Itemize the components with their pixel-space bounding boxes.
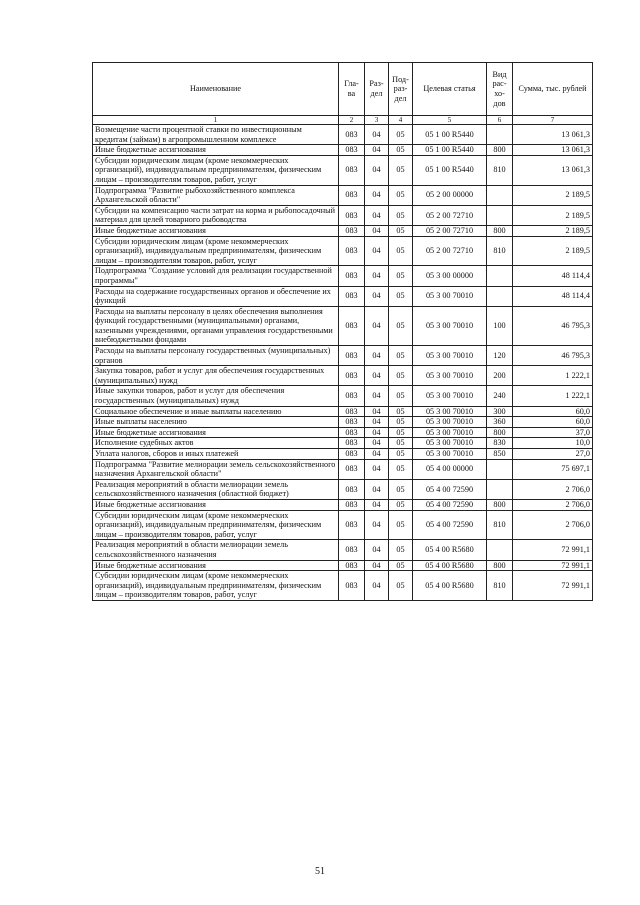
row-glava: 083: [339, 266, 365, 286]
row-razdel: 04: [365, 266, 389, 286]
row-vid: [487, 266, 513, 286]
table-row: [93, 560, 593, 571]
column-number: 2: [339, 116, 365, 125]
row-sum: 2 706,0: [513, 510, 593, 540]
table-header-row: [93, 63, 593, 116]
row-target: 05 3 00 70010: [413, 406, 487, 417]
column-number: 6: [487, 116, 513, 125]
row-podrazdel: 05: [389, 306, 413, 345]
row-podrazdel: 05: [389, 427, 413, 438]
header-target: Целевая статья: [413, 63, 487, 116]
row-podrazdel: 05: [389, 540, 413, 560]
row-sum: 2 189,5: [513, 205, 593, 225]
budget-table: [92, 62, 593, 601]
row-glava: 083: [339, 286, 365, 306]
row-podrazdel: 05: [389, 417, 413, 428]
row-podrazdel: 05: [389, 155, 413, 185]
row-target: 05 3 00 70010: [413, 366, 487, 386]
row-podrazdel: 05: [389, 185, 413, 205]
row-vid: 120: [487, 346, 513, 366]
row-target: 05 3 00 70010: [413, 427, 487, 438]
row-name: Иные бюджетные ассигнования: [93, 225, 339, 236]
row-name: Расходы на выплаты персоналу в целях обеспечения выполнения функций государственными (муниципальными) органами, казенными учреждениями, органами управления государственными внебюджетными фондами: [93, 306, 339, 345]
row-vid: 810: [487, 510, 513, 540]
row-razdel: 04: [365, 510, 389, 540]
row-podrazdel: 05: [389, 366, 413, 386]
row-sum: 72 991,1: [513, 540, 593, 560]
row-razdel: 04: [365, 306, 389, 345]
row-target: 05 1 00 R5440: [413, 145, 487, 156]
row-vid: [487, 125, 513, 145]
row-sum: 2 706,0: [513, 499, 593, 510]
table-row: [93, 236, 593, 266]
row-sum: 48 114,4: [513, 266, 593, 286]
row-sum: 2 189,5: [513, 185, 593, 205]
row-glava: 083: [339, 185, 365, 205]
row-razdel: 04: [365, 438, 389, 449]
row-name: Расходы на содержание государственных органов и обеспечение их функций: [93, 286, 339, 306]
row-vid: [487, 459, 513, 479]
row-razdel: 04: [365, 540, 389, 560]
header-razdel: Раз-дел: [365, 63, 389, 116]
row-sum: 75 697,1: [513, 459, 593, 479]
page-number: 51: [315, 866, 325, 877]
table-row: [93, 205, 593, 225]
table-row: [93, 449, 593, 460]
row-vid: [487, 185, 513, 205]
row-glava: 083: [339, 459, 365, 479]
row-target: 05 2 00 00000: [413, 185, 487, 205]
row-vid: 200: [487, 366, 513, 386]
row-razdel: 04: [365, 205, 389, 225]
row-sum: 60,0: [513, 406, 593, 417]
column-number-row: [93, 116, 593, 125]
row-podrazdel: 05: [389, 125, 413, 145]
table-body: [93, 125, 593, 601]
row-target: 05 3 00 70010: [413, 286, 487, 306]
row-sum: 10,0: [513, 438, 593, 449]
row-vid: 810: [487, 236, 513, 266]
table-row: [93, 427, 593, 438]
row-razdel: 04: [365, 449, 389, 460]
row-target: 05 2 00 72710: [413, 236, 487, 266]
row-glava: 083: [339, 540, 365, 560]
row-podrazdel: 05: [389, 438, 413, 449]
row-podrazdel: 05: [389, 266, 413, 286]
table-row: [93, 510, 593, 540]
row-glava: 083: [339, 438, 365, 449]
column-number: 4: [389, 116, 413, 125]
row-glava: 083: [339, 560, 365, 571]
row-glava: 083: [339, 236, 365, 266]
row-target: 05 3 00 00000: [413, 266, 487, 286]
table-row: [93, 346, 593, 366]
row-podrazdel: 05: [389, 459, 413, 479]
row-sum: 2 189,5: [513, 225, 593, 236]
row-vid: [487, 479, 513, 499]
row-razdel: 04: [365, 145, 389, 156]
row-podrazdel: 05: [389, 236, 413, 266]
row-glava: 083: [339, 479, 365, 499]
row-razdel: 04: [365, 155, 389, 185]
row-target: 05 1 00 R5440: [413, 125, 487, 145]
row-vid: [487, 286, 513, 306]
row-name: Субсидии юридическим лицам (кроме некоммерческих организаций), индивидуальным предпринимателям, физическим лицам – производителям товаров, работ, услуг: [93, 571, 339, 601]
row-glava: 083: [339, 510, 365, 540]
row-glava: 083: [339, 417, 365, 428]
row-sum: 2 706,0: [513, 479, 593, 499]
table-row: [93, 406, 593, 417]
row-target: 05 3 00 70010: [413, 438, 487, 449]
header-podrazdel: Под-раз-дел: [389, 63, 413, 116]
row-razdel: 04: [365, 185, 389, 205]
row-razdel: 04: [365, 571, 389, 601]
row-glava: 083: [339, 427, 365, 438]
row-target: 05 4 00 00000: [413, 459, 487, 479]
row-target: 05 3 00 70010: [413, 449, 487, 460]
row-name: Подпрограмма "Создание условий для реализации государственной программы": [93, 266, 339, 286]
row-glava: 083: [339, 346, 365, 366]
row-name: Уплата налогов, сборов и иных платежей: [93, 449, 339, 460]
row-name: Субсидии юридическим лицам (кроме некоммерческих организаций), индивидуальным предпринимателям, физическим лицам – производителям товаров, работ, услуг: [93, 155, 339, 185]
row-glava: 083: [339, 145, 365, 156]
row-vid: 800: [487, 427, 513, 438]
row-glava: 083: [339, 406, 365, 417]
row-name: Иные бюджетные ассигнования: [93, 499, 339, 510]
row-name: Иные бюджетные ассигнования: [93, 145, 339, 156]
row-vid: 240: [487, 386, 513, 406]
table-row: [93, 185, 593, 205]
table-row: [93, 438, 593, 449]
row-sum: 1 222,1: [513, 386, 593, 406]
row-sum: 13 061,3: [513, 145, 593, 156]
row-sum: 72 991,1: [513, 571, 593, 601]
table-row: [93, 386, 593, 406]
table-row: [93, 417, 593, 428]
row-glava: 083: [339, 386, 365, 406]
column-number: 1: [93, 116, 339, 125]
header-sum: Сумма, тыс. рублей: [513, 63, 593, 116]
row-name: Субсидии на компенсацию части затрат на корма и рыбопосадочный материал для целей товарного рыбоводства: [93, 205, 339, 225]
row-target: 05 3 00 70010: [413, 417, 487, 428]
row-podrazdel: 05: [389, 560, 413, 571]
table-row: [93, 571, 593, 601]
header-glava: Гла-ва: [339, 63, 365, 116]
row-glava: 083: [339, 125, 365, 145]
row-razdel: 04: [365, 560, 389, 571]
row-name: Возмещение части процентной ставки по инвестиционным кредитам (займам) в агропромышленном комплексе: [93, 125, 339, 145]
row-podrazdel: 05: [389, 346, 413, 366]
row-sum: 72 991,1: [513, 560, 593, 571]
row-sum: 1 222,1: [513, 366, 593, 386]
row-sum: 60,0: [513, 417, 593, 428]
row-target: 05 4 00 72590: [413, 510, 487, 540]
row-sum: 13 061,3: [513, 155, 593, 185]
row-vid: 850: [487, 449, 513, 460]
row-vid: 300: [487, 406, 513, 417]
row-glava: 083: [339, 205, 365, 225]
row-sum: 46 795,3: [513, 306, 593, 345]
row-razdel: 04: [365, 125, 389, 145]
row-vid: 800: [487, 560, 513, 571]
column-number: 5: [413, 116, 487, 125]
table-row: [93, 145, 593, 156]
row-podrazdel: 05: [389, 205, 413, 225]
row-razdel: 04: [365, 366, 389, 386]
row-glava: 083: [339, 155, 365, 185]
row-name: Расходы на выплаты персоналу государственных (муниципальных) органов: [93, 346, 339, 366]
row-vid: [487, 205, 513, 225]
table-row: [93, 225, 593, 236]
header-name: Наименование: [93, 63, 339, 116]
row-name: Реализация мероприятий в области мелиорации земель сельскохозяйственного назначения (областной бюджет): [93, 479, 339, 499]
row-razdel: 04: [365, 286, 389, 306]
row-glava: 083: [339, 499, 365, 510]
row-podrazdel: 05: [389, 479, 413, 499]
row-vid: 800: [487, 499, 513, 510]
table-row: [93, 125, 593, 145]
row-glava: 083: [339, 571, 365, 601]
row-sum: 37,0: [513, 427, 593, 438]
row-target: 05 4 00 R5680: [413, 571, 487, 601]
row-target: 05 3 00 70010: [413, 386, 487, 406]
row-glava: 083: [339, 449, 365, 460]
row-razdel: 04: [365, 499, 389, 510]
row-name: Подпрограмма "Развитие мелиорации земель сельскохозяйственного назначения Архангельской области": [93, 459, 339, 479]
row-vid: 800: [487, 145, 513, 156]
row-name: Субсидии юридическим лицам (кроме некоммерческих организаций), индивидуальным предпринимателям, физическим лицам – производителям товаров, работ, услуг: [93, 510, 339, 540]
row-razdel: 04: [365, 417, 389, 428]
row-razdel: 04: [365, 459, 389, 479]
row-vid: 810: [487, 155, 513, 185]
table-row: [93, 286, 593, 306]
row-podrazdel: 05: [389, 145, 413, 156]
row-podrazdel: 05: [389, 499, 413, 510]
row-vid: [487, 540, 513, 560]
table-row: [93, 540, 593, 560]
row-target: 05 3 00 70010: [413, 306, 487, 345]
row-sum: 27,0: [513, 449, 593, 460]
table-row: [93, 266, 593, 286]
row-podrazdel: 05: [389, 571, 413, 601]
row-razdel: 04: [365, 225, 389, 236]
row-vid: 830: [487, 438, 513, 449]
row-target: 05 4 00 R5680: [413, 540, 487, 560]
row-podrazdel: 05: [389, 286, 413, 306]
row-name: Иные выплаты населению: [93, 417, 339, 428]
row-name: Иные бюджетные ассигнования: [93, 427, 339, 438]
table-row: [93, 479, 593, 499]
row-vid: 810: [487, 571, 513, 601]
row-name: Иные бюджетные ассигнования: [93, 560, 339, 571]
row-target: 05 4 00 R5680: [413, 560, 487, 571]
row-vid: 800: [487, 225, 513, 236]
row-vid: 360: [487, 417, 513, 428]
row-name: Подпрограмма "Развитие рыбохозяйственного комплекса Архангельской области": [93, 185, 339, 205]
row-razdel: 04: [365, 406, 389, 417]
row-target: 05 2 00 72710: [413, 225, 487, 236]
row-podrazdel: 05: [389, 225, 413, 236]
row-razdel: 04: [365, 236, 389, 266]
row-target: 05 3 00 70010: [413, 346, 487, 366]
column-number: 3: [365, 116, 389, 125]
row-name: Исполнение судебных актов: [93, 438, 339, 449]
row-podrazdel: 05: [389, 510, 413, 540]
row-name: Социальное обеспечение и иные выплаты населению: [93, 406, 339, 417]
row-podrazdel: 05: [389, 406, 413, 417]
table-row: [93, 499, 593, 510]
table-row: [93, 306, 593, 345]
row-glava: 083: [339, 306, 365, 345]
row-glava: 083: [339, 225, 365, 236]
header-vid: Вид рас-хо-дов: [487, 63, 513, 116]
row-podrazdel: 05: [389, 449, 413, 460]
row-target: 05 4 00 72590: [413, 479, 487, 499]
row-name: Субсидии юридическим лицам (кроме некоммерческих организаций), индивидуальным предпринимателям, физическим лицам – производителям товаров, работ, услуг: [93, 236, 339, 266]
row-vid: 100: [487, 306, 513, 345]
column-number: 7: [513, 116, 593, 125]
row-sum: 2 189,5: [513, 236, 593, 266]
table-row: [93, 459, 593, 479]
row-sum: 46 795,3: [513, 346, 593, 366]
row-name: Реализация мероприятий в области мелиорации земель сельскохозяйственного назначения: [93, 540, 339, 560]
row-target: 05 1 00 R5440: [413, 155, 487, 185]
row-podrazdel: 05: [389, 386, 413, 406]
row-razdel: 04: [365, 427, 389, 438]
row-name: Иные закупки товаров, работ и услуг для обеспечения государственных (муниципальных) нужд: [93, 386, 339, 406]
row-name: Закупка товаров, работ и услуг для обеспечения государственных (муниципальных) нужд: [93, 366, 339, 386]
row-target: 05 2 00 72710: [413, 205, 487, 225]
table-row: [93, 155, 593, 185]
row-razdel: 04: [365, 479, 389, 499]
row-razdel: 04: [365, 346, 389, 366]
table-row: [93, 366, 593, 386]
row-sum: 13 061,3: [513, 125, 593, 145]
row-glava: 083: [339, 366, 365, 386]
row-target: 05 4 00 72590: [413, 499, 487, 510]
row-sum: 48 114,4: [513, 286, 593, 306]
row-razdel: 04: [365, 386, 389, 406]
